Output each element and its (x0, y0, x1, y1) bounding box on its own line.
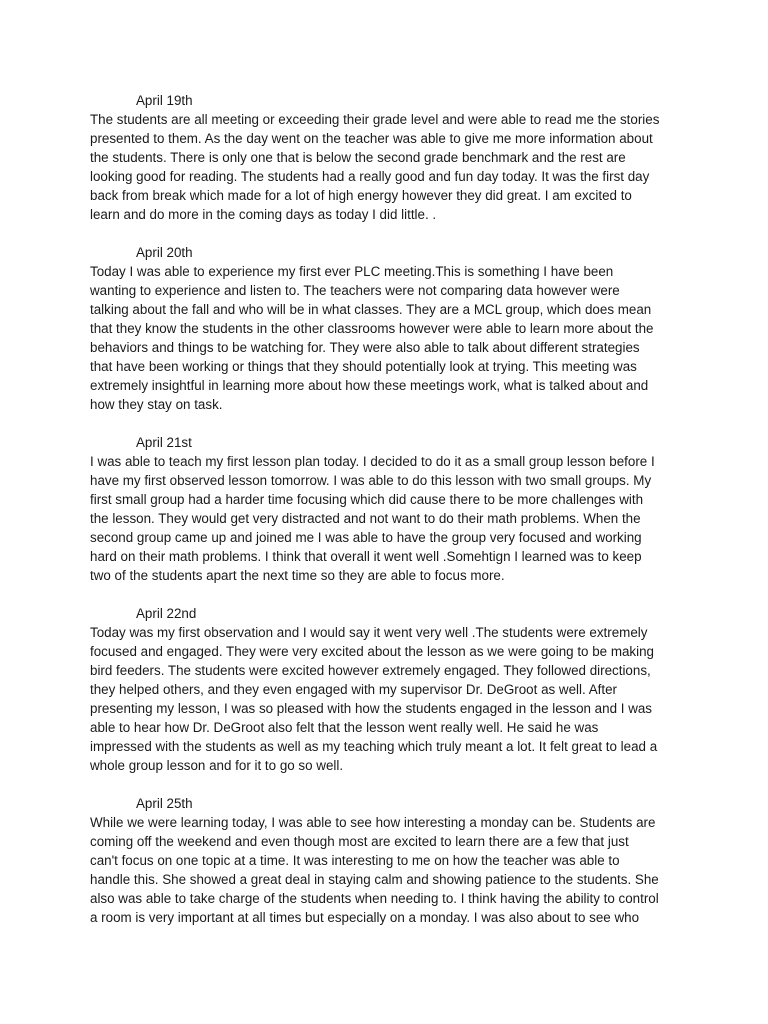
journal-entry-april-21 (90, 433, 690, 585)
entry-line: behaviors and things to be watching for. They were also able to talk about different strategies (90, 340, 640, 355)
journal-entry-april-20 (90, 243, 690, 414)
entry-line: that have been working or things that they should potentially look at trying. This meeting was (90, 359, 637, 374)
entry-date: April 20th (136, 245, 193, 260)
journal-entry-april-25 (90, 794, 690, 927)
entry-line: presented to them. As the day went on the teacher was able to give me more information about (90, 131, 653, 146)
journal-entry-april-22 (90, 604, 690, 775)
entry-line: The students are all meeting or exceeding their grade level and were able to read me the stories (90, 112, 660, 127)
entry-line: While we were learning today, I was able to see how interesting a monday can be. Students are (90, 815, 656, 830)
entry-line: handle this. She showed a great deal in staying calm and showing patience to the students. She (90, 872, 659, 887)
entry-line: can't focus on one topic at a time. It was interesting to me on how the teacher was able to (90, 853, 620, 868)
entry-line: impressed with the students as well as my teaching which truly meant a lot. It felt great to lead a (90, 739, 658, 754)
entry-line: the lesson. They would get very distracted and not want to do their math problems. When the (90, 511, 641, 526)
entry-line: I was able to teach my first lesson plan today. I decided to do it as a small group lesson before I (90, 454, 655, 469)
entry-line: second group came up and joined me I was able to have the group very focused and working (90, 530, 642, 545)
entry-line: also was able to take charge of the students when needing to. I think having the ability to control (90, 891, 659, 906)
entry-line: a room is very important at all times but especially on a monday. I was also about to see who (90, 910, 640, 925)
entry-line: bird feeders. The students were excited however extremely engaged. They followed directions, (90, 663, 651, 678)
entry-line: wanting to experience and listen to. The teachers were not comparing data however were (90, 283, 620, 298)
entry-line: back from break which made for a lot of high energy however they did great. I am excited to (90, 188, 632, 203)
entry-line: have my first observed lesson tomorrow. I was able to do this lesson with two small groups. My (90, 473, 652, 488)
entry-line: talking about the fall and who will be in what classes. They are a MCL group, which does mean (90, 302, 652, 317)
entry-line: hard on their math problems. I think that overall it went well .Somehtign I learned was to keep (90, 549, 642, 564)
journal-entry-april-19 (90, 91, 690, 224)
entry-line: two of the students apart the next time so they are able to focus more. (90, 568, 505, 583)
entry-line: the students. There is only one that is below the second grade benchmark and the rest are (90, 150, 626, 165)
entry-line: coming off the weekend and even though most are excited to learn there are a few that just (90, 834, 629, 849)
entry-date: April 21st (136, 435, 192, 450)
entry-line: that they know the students in the other classrooms however were able to learn more about the (90, 321, 654, 336)
journal-page (90, 91, 690, 946)
entry-line: Today was my first observation and I would say it went very well .The students were extremely (90, 625, 648, 640)
entry-date: April 22nd (136, 606, 197, 621)
entry-line: first small group had a harder time focusing which did cause there to be more challenges with (90, 492, 644, 507)
entry-date: April 25th (136, 796, 193, 811)
entry-line: they helped others, and they even engaged with my supervisor Dr. DeGroot as well. After (90, 682, 617, 697)
entry-line: focused and engaged. They were very excited about the lesson as we were going to be making (90, 644, 655, 659)
entry-line: able to hear how Dr. DeGroot also felt that the lesson went really well. He said he was (90, 720, 599, 735)
entry-line: learn and do more in the coming days as today I did little. . (90, 207, 437, 222)
entry-date: April 19th (136, 93, 193, 108)
entry-line: whole group lesson and for it to go so well. (90, 758, 344, 773)
entry-line: presenting my lesson, I was so pleased with how the students engaged in the lesson and I was (90, 701, 653, 716)
entry-line: how they stay on task. (90, 397, 223, 412)
entry-line: extremely insightful in learning more about how these meetings work, what is talked about and (90, 378, 649, 393)
entry-line: Today I was able to experience my first ever PLC meeting.This is something I have been (90, 264, 614, 279)
entry-line: looking good for reading. The students had a really good and fun day today. It was the first day (90, 169, 650, 184)
